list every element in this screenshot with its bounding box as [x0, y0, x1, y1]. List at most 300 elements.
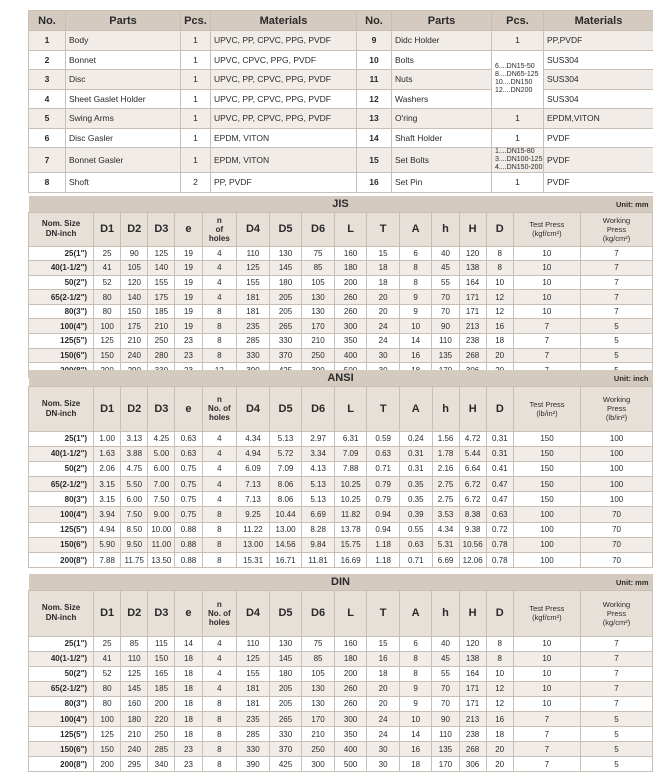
- cell-value: 110: [237, 636, 270, 651]
- cell-value: 7: [580, 696, 652, 711]
- ansi-column-header-row: [29, 386, 653, 431]
- standard-name: DIN: [331, 575, 350, 588]
- col-header-t: T: [367, 386, 400, 431]
- cell-value: 3.53: [432, 507, 459, 522]
- cell-value: 0.63: [486, 507, 513, 522]
- cell-value: 40: [432, 636, 459, 651]
- nominal-size: 200(8"): [29, 553, 94, 568]
- cell-value: 210: [121, 334, 148, 349]
- cell-value: 125: [148, 246, 175, 261]
- cell-value: 7: [513, 742, 580, 757]
- cell-value: 16: [486, 319, 513, 334]
- cell-value: 19: [175, 304, 202, 319]
- cell-value: 16: [399, 348, 432, 363]
- cell-value: 268: [459, 348, 486, 363]
- cell-value: 4: [202, 636, 237, 651]
- parts-row: [29, 70, 653, 90]
- nominal-size: 50(2"): [29, 461, 94, 476]
- din-title: [29, 574, 653, 590]
- cell-value: 16: [367, 651, 400, 666]
- cell-value: 2.97: [302, 431, 335, 446]
- cell-value: 125: [237, 261, 270, 276]
- cell-value: 250: [302, 348, 335, 363]
- cell-value: 12: [486, 290, 513, 305]
- part-name: Swing Arms: [66, 109, 181, 129]
- din-data-row: [29, 681, 653, 696]
- cell-value: 14.56: [269, 537, 302, 552]
- cell-value: 130: [302, 304, 335, 319]
- cell-value: 105: [121, 261, 148, 276]
- part-no: 15: [357, 148, 392, 173]
- part-name: Set Pin: [392, 173, 492, 193]
- cell-value: 7.88: [334, 461, 367, 476]
- cell-value: 140: [121, 290, 148, 305]
- cell-value: 3.94: [94, 507, 121, 522]
- nominal-size: 125(5"): [29, 334, 94, 349]
- cell-value: 7: [513, 319, 580, 334]
- cell-value: 4: [202, 290, 237, 305]
- cell-value: 8: [202, 348, 237, 363]
- cell-value: 155: [237, 275, 270, 290]
- cell-value: 8: [486, 261, 513, 276]
- cell-value: 75: [302, 636, 335, 651]
- nom-size-header: Nom. Size DN-inch: [29, 386, 94, 431]
- cell-value: 55: [432, 666, 459, 681]
- cell-value: 7: [513, 727, 580, 742]
- part-name: Bolts: [392, 50, 492, 70]
- jis-column-header-row: [29, 212, 653, 246]
- cell-value: 268: [459, 742, 486, 757]
- cell-value: 15.75: [334, 537, 367, 552]
- cell-value: 120: [459, 246, 486, 261]
- cell-value: 70: [432, 696, 459, 711]
- cell-value: 70: [581, 553, 653, 568]
- cell-value: 4.25: [148, 431, 175, 446]
- cell-value: 4.72: [459, 431, 486, 446]
- part-no: 9: [357, 31, 392, 51]
- cell-value: 100: [581, 446, 653, 461]
- cell-value: 10: [513, 666, 580, 681]
- cell-value: 7: [580, 681, 652, 696]
- col-header-d5: D5: [269, 590, 302, 636]
- cell-value: 18: [399, 757, 432, 772]
- cell-value: 4.94: [237, 446, 270, 461]
- cell-value: 8: [202, 507, 237, 522]
- cell-value: 8.06: [269, 477, 302, 492]
- cell-value: 0.31: [399, 461, 432, 476]
- cell-value: 0.35: [399, 477, 432, 492]
- cell-value: 16.71: [269, 553, 302, 568]
- cell-value: 210: [302, 727, 335, 742]
- cell-value: 5.90: [94, 537, 121, 552]
- cell-value: 0.39: [399, 507, 432, 522]
- cell-value: 160: [334, 636, 367, 651]
- cell-value: 120: [459, 636, 486, 651]
- cell-value: 18: [175, 681, 202, 696]
- part-pcs: 1: [181, 128, 211, 148]
- parts-row: [29, 109, 653, 129]
- cell-value: 181: [237, 304, 270, 319]
- cell-value: 330: [269, 727, 302, 742]
- cell-value: 135: [432, 742, 459, 757]
- part-no: 3: [29, 70, 66, 90]
- cell-value: 6.69: [432, 553, 459, 568]
- cell-value: 238: [459, 334, 486, 349]
- cell-value: 20: [367, 696, 400, 711]
- parts-row: [29, 31, 653, 51]
- cell-value: 10: [513, 304, 580, 319]
- cell-value: 10: [513, 636, 580, 651]
- col-header-a: A: [399, 590, 432, 636]
- cell-value: 4: [202, 275, 237, 290]
- part-material: PVDF: [544, 148, 653, 173]
- cell-value: 145: [269, 261, 302, 276]
- cell-value: 210: [302, 334, 335, 349]
- cell-value: 300: [302, 757, 335, 772]
- col-header-d: D: [486, 590, 513, 636]
- part-no: 4: [29, 89, 66, 109]
- cell-value: 10: [513, 696, 580, 711]
- cell-value: 0.55: [399, 522, 432, 537]
- cell-value: 80: [94, 681, 121, 696]
- holes-header: n of holes: [202, 212, 237, 246]
- part-name: Set Bolts: [392, 148, 492, 173]
- cell-value: 5: [580, 711, 652, 726]
- cell-value: 41: [94, 261, 121, 276]
- part-name: Shoft: [66, 173, 181, 193]
- cell-value: 8.06: [269, 492, 302, 507]
- cell-value: 18: [175, 711, 202, 726]
- cell-value: 2.06: [94, 461, 121, 476]
- holes-header: n No. of holes: [202, 386, 237, 431]
- part-no: 2: [29, 50, 66, 70]
- cell-value: 6.72: [459, 492, 486, 507]
- cell-value: 5: [580, 319, 652, 334]
- cell-value: 5.72: [269, 446, 302, 461]
- ansi-data-row: [29, 507, 653, 522]
- cell-value: 160: [121, 696, 148, 711]
- part-no: 11: [357, 70, 392, 90]
- col-header-d4: D4: [237, 386, 270, 431]
- nominal-size: 100(4"): [29, 319, 94, 334]
- cell-value: 19: [175, 275, 202, 290]
- cell-value: 200: [334, 666, 367, 681]
- cell-value: 6.31: [334, 431, 367, 446]
- din-data-row: [29, 757, 653, 772]
- nom-size-header: Nom. Size DN-inch: [29, 590, 94, 636]
- cell-value: 213: [459, 319, 486, 334]
- cell-value: 4.75: [121, 461, 148, 476]
- cell-value: 19: [175, 246, 202, 261]
- cell-value: 8: [202, 553, 237, 568]
- cell-value: 8: [399, 261, 432, 276]
- part-name: Washers: [392, 89, 492, 109]
- ansi-data-row: [29, 431, 653, 446]
- cell-value: 10: [513, 651, 580, 666]
- nominal-size: 200(8"): [29, 757, 94, 772]
- nominal-size: 125(5"): [29, 727, 94, 742]
- din-data-row: [29, 711, 653, 726]
- cell-value: 30: [367, 757, 400, 772]
- cell-value: 7.00: [148, 477, 175, 492]
- cell-value: 235: [237, 319, 270, 334]
- unit-label: Unit: mm: [616, 200, 649, 209]
- nominal-size: 40(1-1/2"): [29, 651, 94, 666]
- col-header-d: D: [486, 212, 513, 246]
- cell-value: 150: [94, 742, 121, 757]
- cell-value: 5.44: [459, 446, 486, 461]
- nominal-size: 50(2"): [29, 666, 94, 681]
- standard-name: ANSI: [327, 371, 354, 384]
- cell-value: 6.00: [148, 461, 175, 476]
- col-header-h: h: [432, 386, 459, 431]
- col-header-d1: D1: [94, 590, 121, 636]
- parts-header-2: Parts: [392, 11, 492, 31]
- col-header-d2: D2: [121, 590, 148, 636]
- cell-value: 20: [367, 290, 400, 305]
- cell-value: 8.28: [302, 522, 335, 537]
- parts-materials-table: [28, 10, 653, 193]
- cell-value: 8.50: [121, 522, 148, 537]
- cell-value: 4: [202, 246, 237, 261]
- cell-value: 0.79: [367, 477, 400, 492]
- nominal-size: 100(4"): [29, 507, 94, 522]
- cell-value: 200: [334, 275, 367, 290]
- cell-value: 200: [94, 757, 121, 772]
- cell-value: 260: [334, 304, 367, 319]
- cell-value: 100: [94, 319, 121, 334]
- cell-value: 205: [269, 290, 302, 305]
- col-header-h: H: [459, 386, 486, 431]
- cell-value: 0.88: [175, 553, 202, 568]
- part-name: Sheet Gaslet Holder: [66, 89, 181, 109]
- cell-value: 4.34: [432, 522, 459, 537]
- cell-value: 100: [94, 711, 121, 726]
- cell-value: 330: [237, 348, 270, 363]
- holes-header: n No. of holes: [202, 590, 237, 636]
- cell-value: 250: [148, 334, 175, 349]
- cell-value: 181: [237, 681, 270, 696]
- part-name: Nuts: [392, 70, 492, 90]
- cell-value: 5.31: [432, 537, 459, 552]
- cell-value: 0.75: [175, 477, 202, 492]
- cell-value: 10.00: [148, 522, 175, 537]
- nom-size-header: Nom. Size DN-inch: [29, 212, 94, 246]
- cell-value: 14: [399, 727, 432, 742]
- cell-value: 7: [580, 636, 652, 651]
- cell-value: 5.13: [302, 492, 335, 507]
- setbolts-pcs-note: 1....DN15-80 3....DN100-125 4....DN150-200: [492, 148, 544, 173]
- cell-value: 0.88: [175, 522, 202, 537]
- cell-value: 8.38: [459, 507, 486, 522]
- cell-value: 205: [269, 696, 302, 711]
- cell-value: 130: [302, 681, 335, 696]
- cell-value: 105: [302, 275, 335, 290]
- cell-value: 9: [399, 290, 432, 305]
- test-press-header: Test Press (kgf/cm²): [513, 590, 580, 636]
- cell-value: 2.75: [432, 477, 459, 492]
- cell-value: 8: [202, 304, 237, 319]
- cell-value: 1.00: [94, 431, 121, 446]
- part-name: Bonnet Gasler: [66, 148, 181, 173]
- cell-value: 10: [513, 246, 580, 261]
- part-pcs: 1: [181, 109, 211, 129]
- part-name: O'ring: [392, 109, 492, 129]
- cell-value: 0.59: [367, 431, 400, 446]
- cell-value: 23: [175, 742, 202, 757]
- part-material: UPVC, CPVC, PPG, PVDF: [211, 50, 357, 70]
- cell-value: 11.81: [302, 553, 335, 568]
- cell-value: 85: [121, 636, 148, 651]
- cell-value: 180: [269, 275, 302, 290]
- cell-value: 19: [175, 319, 202, 334]
- cell-value: 3.15: [94, 492, 121, 507]
- cell-value: 150: [513, 477, 580, 492]
- cell-value: 75: [302, 246, 335, 261]
- part-material: SUS304: [544, 70, 653, 90]
- col-header-t: T: [367, 212, 400, 246]
- cell-value: 8: [486, 636, 513, 651]
- cell-value: 150: [148, 651, 175, 666]
- cell-value: 8: [202, 319, 237, 334]
- cell-value: 5: [580, 742, 652, 757]
- nominal-size: 25(1"): [29, 636, 94, 651]
- cell-value: 18: [486, 727, 513, 742]
- cell-value: 24: [367, 711, 400, 726]
- cell-value: 18: [175, 666, 202, 681]
- cell-value: 125: [121, 666, 148, 681]
- parts-row: [29, 173, 653, 193]
- cell-value: 10.44: [269, 507, 302, 522]
- materials-header: Materials: [211, 11, 357, 31]
- cell-value: 370: [269, 348, 302, 363]
- part-pcs: 1: [492, 128, 544, 148]
- cell-value: 3.88: [121, 446, 148, 461]
- cell-value: 8: [202, 727, 237, 742]
- cell-value: 16: [399, 742, 432, 757]
- cell-value: 205: [269, 304, 302, 319]
- col-header-d3: D3: [148, 212, 175, 246]
- cell-value: 6: [399, 246, 432, 261]
- cell-value: 100: [513, 522, 580, 537]
- part-no: 8: [29, 173, 66, 193]
- cell-value: 10.25: [334, 477, 367, 492]
- col-header-h: h: [432, 590, 459, 636]
- cell-value: 105: [302, 666, 335, 681]
- cell-value: 9.00: [148, 507, 175, 522]
- cell-value: 0.71: [399, 553, 432, 568]
- cell-value: 5: [580, 727, 652, 742]
- nominal-size: 40(1-1/2"): [29, 261, 94, 276]
- part-material: UPVC, PP, CPVC, PPG, PVDF: [211, 31, 357, 51]
- part-no: 10: [357, 50, 392, 70]
- cell-value: 24: [367, 319, 400, 334]
- jis-data-row: [29, 334, 653, 349]
- cell-value: 8: [202, 711, 237, 726]
- cell-value: 110: [432, 727, 459, 742]
- cell-value: 2.75: [432, 492, 459, 507]
- unit-label: Unit: inch: [613, 374, 649, 383]
- cell-value: 80: [94, 290, 121, 305]
- col-header-d2: D2: [121, 212, 148, 246]
- nominal-size: 65(2-1/2"): [29, 290, 94, 305]
- cell-value: 100: [513, 553, 580, 568]
- cell-value: 0.78: [486, 537, 513, 552]
- part-no: 16: [357, 173, 392, 193]
- col-header-h: h: [432, 212, 459, 246]
- cell-value: 165: [148, 666, 175, 681]
- cell-value: 138: [459, 261, 486, 276]
- cell-value: 250: [148, 727, 175, 742]
- bolts-pcs-note: 6....DN15-50 8....DN65-125 10....DN150 12....DN200: [492, 50, 544, 109]
- cell-value: 4: [202, 431, 237, 446]
- cell-value: 10: [513, 290, 580, 305]
- cell-value: 7: [580, 651, 652, 666]
- part-no: 13: [357, 109, 392, 129]
- cell-value: 20: [486, 348, 513, 363]
- cell-value: 170: [432, 757, 459, 772]
- pcs-header-2: Pcs.: [492, 11, 544, 31]
- ansi-title: [29, 370, 653, 386]
- cell-value: 7: [513, 711, 580, 726]
- cell-value: 0.75: [175, 461, 202, 476]
- cell-value: 55: [432, 275, 459, 290]
- cell-value: 5.50: [121, 477, 148, 492]
- cell-value: 130: [302, 696, 335, 711]
- col-header-e: e: [175, 212, 202, 246]
- cell-value: 0.94: [367, 507, 400, 522]
- col-header-d5: D5: [269, 386, 302, 431]
- cell-value: 155: [148, 275, 175, 290]
- unit-label: Unit: mm: [616, 578, 649, 587]
- cell-value: 175: [148, 290, 175, 305]
- col-header-d2: D2: [121, 386, 148, 431]
- cell-value: 7.88: [94, 553, 121, 568]
- cell-value: 130: [269, 636, 302, 651]
- cell-value: 4: [202, 492, 237, 507]
- cell-value: 180: [269, 666, 302, 681]
- din-title-row: [29, 574, 653, 590]
- cell-value: 11.22: [237, 522, 270, 537]
- cell-value: 8: [399, 666, 432, 681]
- cell-value: 5.00: [148, 446, 175, 461]
- cell-value: 25: [94, 636, 121, 651]
- cell-value: 400: [334, 348, 367, 363]
- nominal-size: 80(3"): [29, 492, 94, 507]
- cell-value: 285: [237, 334, 270, 349]
- cell-value: 4.34: [237, 431, 270, 446]
- cell-value: 85: [302, 651, 335, 666]
- col-header-d3: D3: [148, 386, 175, 431]
- col-header-h: H: [459, 590, 486, 636]
- part-pcs: 1: [181, 31, 211, 51]
- cell-value: 18: [175, 696, 202, 711]
- din-dimension-table: [28, 574, 653, 772]
- cell-value: 10: [399, 319, 432, 334]
- cell-value: 19: [175, 261, 202, 276]
- cell-value: 205: [269, 681, 302, 696]
- cell-value: 180: [334, 651, 367, 666]
- cell-value: 10: [486, 275, 513, 290]
- cell-value: 20: [367, 304, 400, 319]
- part-material: PVDF: [544, 128, 653, 148]
- cell-value: 175: [121, 319, 148, 334]
- part-material: EPDM, VITON: [211, 128, 357, 148]
- cell-value: 23: [175, 348, 202, 363]
- part-pcs: 1: [181, 70, 211, 90]
- cell-value: 9.38: [459, 522, 486, 537]
- cell-value: 2.16: [432, 461, 459, 476]
